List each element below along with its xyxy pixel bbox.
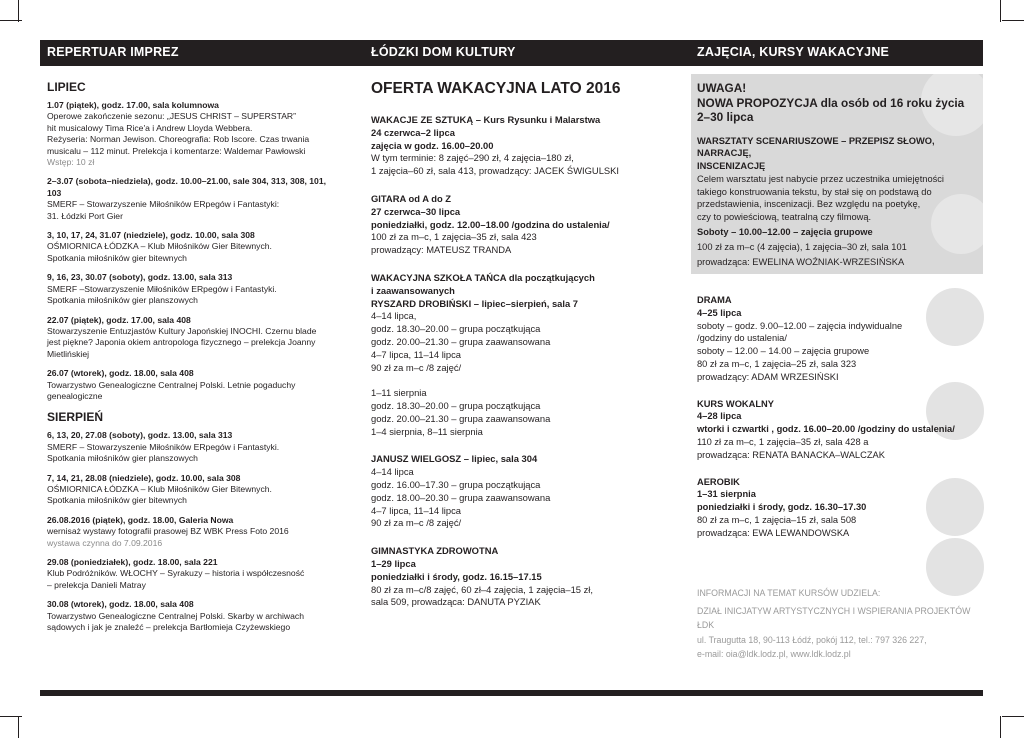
contact-line: INFORMACJI NA TEMAT KURSÓW UDZIELA: <box>697 588 881 598</box>
course-detail: godz. 18.00–20.30 – grupa zaawansowana <box>371 491 551 503</box>
warsztaty-desc: przedstawienia, inscenizacji. Bez względu na poetykę, <box>697 199 921 210</box>
event-desc: Spotkania miłośników gier planszowych <box>47 453 198 464</box>
course-block <box>371 272 671 438</box>
course-detail: 1–11 sierpnia <box>371 387 427 399</box>
event-desc: Towarzystwo Genealogiczne Centralnej Polski. Letnie pogaduchy <box>47 379 296 390</box>
course-detail: 80 zł za m–c, 1 zajęcia–25 zł, sala 323 <box>697 358 857 369</box>
event-desc: Spotkania miłośników gier planszowych <box>47 295 198 306</box>
header-ldk: ŁÓDZKI DOM KULTURY <box>371 45 516 59</box>
course-heading: 4–28 lipca <box>697 411 742 422</box>
contact-line: DZIAŁ INICJATYW ARTYSTYCZNYCH I WSPIERANIA PROJEKTÓW ŁDK <box>697 605 971 630</box>
month-lipiec: LIPIEC <box>47 80 86 94</box>
course-heading: poniedziałki i środy, godz. 16.30–17.30 <box>697 502 867 513</box>
course-detail: godz. 16.00–17.30 – grupa początkująca <box>371 478 541 490</box>
course-heading: 4–25 lipca <box>697 307 742 318</box>
course-detail: sala 509, prowadząca: DANUTA PYZIAK <box>371 596 541 608</box>
uwaga-line: UWAGA! <box>697 81 747 95</box>
footer-bar <box>40 690 983 696</box>
header-zajecia: ZAJĘCIA, KURSY WAKACYJNE <box>697 45 890 59</box>
event-desc: jest piękne? Japonia okiem antropologa fizycznego – prelekcja Joanny <box>47 337 316 348</box>
course-block <box>371 114 671 178</box>
event-desc: Klub Podróżników. WŁOCHY – Syrakuzy – historia i współczesność <box>47 568 305 579</box>
oferta-title: OFERTA WAKACYJNA LATO 2016 <box>371 80 621 97</box>
event-desc: Spotkania miłośników gier bitewnych <box>47 495 187 506</box>
event-title: 2–3.07 (sobota–niedziela), godz. 10.00–21.00, sale 304, 313, 308, 101, 103 <box>47 176 326 198</box>
course-detail: 80 zł za m–c/8 zajęć, 60 zł–4 zajęcia, 1 zajęcia–15 zł, <box>371 583 593 595</box>
event-title: 6, 13, 20, 27.08 (soboty), godz. 13.00, sala 313 <box>47 430 233 441</box>
event-desc: musicalu – 112 minut. Prelekcja i komentarze: Waldemar Pawłowski <box>47 145 306 156</box>
event-item <box>47 599 337 633</box>
event-note: wystawa czynna do 7.09.2016 <box>47 537 163 548</box>
event-desc: 31. Łódzki Port Gier <box>47 210 123 221</box>
course-heading: wtorki i czwartki , godz. 16.00–20.00 /godziny do ustalenia/ <box>697 424 955 435</box>
crop-mark <box>1002 716 1024 717</box>
course-detail: prowadząca: EWA LEWANDOWSKA <box>697 527 850 538</box>
crop-mark <box>18 716 19 738</box>
event-title: 22.07 (piątek), godz. 17.00, sala 408 <box>47 314 191 325</box>
event-desc: genealogiczne <box>47 390 103 401</box>
repertuar-column <box>47 80 337 641</box>
course-detail: godz. 20.00–21.30 – grupa zaawansowana <box>371 335 551 347</box>
oferta-column <box>371 80 671 624</box>
uwaga-heading <box>697 81 980 125</box>
course-heading: WAKACJE ZE SZTUKĄ – Kurs Rysunku i Malarstwa <box>371 114 601 125</box>
course-block <box>371 193 671 257</box>
course-heading: KURS WOKALNY <box>697 398 774 409</box>
event-item <box>47 230 337 264</box>
event-item <box>47 272 337 306</box>
course-block <box>697 476 980 540</box>
lipiec-events <box>47 100 337 402</box>
course-heading: DRAMA <box>697 295 732 305</box>
warsztaty-desc: czy to powieściową, teatralną czy filmową. <box>697 212 872 223</box>
course-detail: 1–4 sierpnia, 8–11 sierpnia <box>371 425 483 437</box>
event-item <box>47 473 337 507</box>
event-item <box>47 176 337 222</box>
course-detail: 4–7 lipca, 11–14 lipca <box>371 504 461 516</box>
event-item <box>47 557 337 591</box>
course-detail: 100 zł za m–c, 1 zajęcia–35 zł, sala 423 <box>371 231 537 243</box>
crop-mark <box>1000 716 1001 738</box>
course-detail: 90 zł za m–c /8 zajęć/ <box>371 361 462 373</box>
crop-mark <box>0 20 22 21</box>
event-item <box>47 515 337 549</box>
event-title: 29.08 (poniedziałek), godz. 18.00, sala 221 <box>47 557 218 567</box>
crop-mark <box>1000 0 1001 22</box>
contact-line: ul. Traugutta 18, 90-113 Łódź, pokój 112, tel.: 797 326 227, <box>697 634 927 645</box>
event-desc: Stowarzyszenie Entuzjastów Kultury Japońskiej INOCHI. Czernu blade <box>47 325 317 336</box>
warsztaty-price: 100 zł za m–c (4 zajęcia), 1 zajęcia–30 zł, sala 101 <box>697 241 907 252</box>
event-desc: sądowych i jak je znaleźć – prelekcja Bartłomieja Czyżewskiego <box>47 622 291 633</box>
event-desc: hit musicalowy Tima Rice'a i Andrew Lloyda Webbera. <box>47 122 253 133</box>
event-title: 7, 14, 21, 28.08 (niedziele), godz. 10.00, sala 308 <box>47 472 241 483</box>
course-heading: poniedziałki, godz. 12.00–18.00 /godzina do ustalenia/ <box>371 218 610 230</box>
course-detail: godz. 18.30–20.00 – grupa początkująca <box>371 323 541 335</box>
course-heading: WAKACYJNA SZKOŁA TAŃCA dla początkujących <box>371 271 595 283</box>
course-block <box>697 294 980 384</box>
month-sierpien: SIERPIEŃ <box>47 410 104 425</box>
course-block <box>697 398 980 462</box>
course-detail: soboty – godz. 9.00–12.00 – zajęcia indywidualne <box>697 320 903 331</box>
course-detail: soboty – 12.00 – 14.00 – zajęcia grupowe <box>697 346 870 357</box>
event-desc: SMERF – Stowarzyszenie Miłośników ERpegów i Fantastyki: <box>47 199 280 210</box>
course-detail <box>371 374 671 387</box>
event-title: 1.07 (piątek), godz. 17.00, sala kolumnowa <box>47 100 219 110</box>
header-repertuar: REPERTUAR IMPREZ <box>47 45 179 59</box>
event-desc: SMERF –Stowarzyszenie Miłośników ERpegów i Fantastyki. <box>47 283 277 294</box>
course-heading: 1–29 lipca <box>371 557 416 569</box>
course-detail: 90 zł za m–c /8 zajęć/ <box>371 517 462 529</box>
course-detail: 4–7 lipca, 11–14 lipca <box>371 348 461 360</box>
course-heading: AEROBIK <box>697 476 740 487</box>
warsztaty-title: INSCENIZACJĘ <box>697 161 766 172</box>
course-heading: poniedziałki i środy, godz. 16.15–17.15 <box>371 570 542 582</box>
contact-line: e-mail: oia@ldk.lodz.pl, www.ldk.lodz.pl <box>697 649 851 659</box>
course-heading: 27 czerwca–30 lipca <box>371 205 461 217</box>
course-heading: i zaawansowanych <box>371 284 455 296</box>
event-desc: Reżyseria: Norman Jewison. Choreografia: Rob Iscore. Czas trwania <box>47 134 310 145</box>
event-desc: SMERF – Stowarzyszenie Miłośników ERpegów i Fantastyki. <box>47 441 280 452</box>
warsztaty-desc: takiego konstruowania tekstu, by stał się on podstawą do <box>697 186 932 197</box>
course-heading: RYSZARD DROBIŃSKI – lipiec–sierpień, sala 7 <box>371 297 579 309</box>
course-detail: 4–14 lipca <box>371 466 414 478</box>
event-note: Wstęp: 10 zł <box>47 157 95 168</box>
course-detail: /godziny do ustalenia/ <box>697 333 787 344</box>
course-heading: 24 czerwca–2 lipca <box>371 126 455 138</box>
course-block <box>371 545 671 609</box>
course-detail: 110 zł za m–c, 1 zajęcia–35 zł, sala 428 a <box>697 436 869 447</box>
event-desc: OŚMIORNICA ŁÓDZKA – Klub Miłośników Gier Bitewnych. <box>47 241 272 252</box>
event-desc: wernisaż wystawy fotografii prasowej BZ WBK Press Foto 2016 <box>47 526 289 537</box>
event-desc: OŚMIORNICA ŁÓDZKA – Klub Miłośników Gier Bitewnych. <box>47 483 272 494</box>
uwaga-line: 2–30 lipca <box>697 110 754 124</box>
crop-mark <box>1002 20 1024 21</box>
course-block <box>371 453 671 530</box>
event-desc: – prelekcja Danieli Matray <box>47 579 146 590</box>
oferta-blocks <box>371 114 671 609</box>
event-item <box>47 368 337 402</box>
course-heading: GIMNASTYKA ZDROWOTNA <box>371 545 499 557</box>
event-title: 3, 10, 17, 24, 31.07 (niedziele), godz. 10.00, sala 308 <box>47 230 255 241</box>
course-detail: prowadzący: MATEUSZ TRANDA <box>371 244 512 256</box>
contact-info <box>697 586 980 662</box>
warsztaty-time: Soboty – 10.00–12.00 – zajęcia grupowe <box>697 227 873 238</box>
zajecia-blocks <box>697 294 980 540</box>
course-detail: prowadzący: ADAM WRZESIŃSKI <box>697 371 839 382</box>
course-detail: W tym terminie: 8 zajęć–290 zł, 4 zajęcia–180 zł, <box>371 152 574 164</box>
crop-mark <box>0 716 22 717</box>
warsztaty-lead: prowadząca: EWELINA WOŹNIAK-WRZESIŃSKA <box>697 256 905 267</box>
zajecia-column <box>697 294 980 554</box>
crop-mark <box>18 0 19 22</box>
event-item <box>47 100 337 168</box>
event-title: 9, 16, 23, 30.07 (soboty), godz. 13.00, sala 313 <box>47 272 233 283</box>
event-desc: Towarzystwo Genealogiczne Centralnej Polski. Skarby w archiwach <box>47 610 304 621</box>
sierpien-events <box>47 430 337 633</box>
course-heading: 1–31 sierpnia <box>697 489 756 500</box>
course-detail: godz. 20.00–21.30 – grupa zaawansowana <box>371 412 551 424</box>
course-heading: JANUSZ WIELGOSZ – lipiec, sala 304 <box>371 453 538 465</box>
course-detail: 4–14 lipca, <box>371 310 417 322</box>
warsztaty-desc: Celem warsztatu jest nabycie przez uczestnika umiejętności <box>697 173 944 184</box>
course-detail: prowadząca: RENATA BANACKA–WALCZAK <box>697 449 885 460</box>
event-desc: Operowe zakończenie sezonu: „JESUS CHRIST – SUPERSTAR” <box>47 111 296 122</box>
event-title: 30.08 (wtorek), godz. 18.00, sala 408 <box>47 599 194 610</box>
course-detail: 80 zł za m–c, 1 zajęcia–15 zł, sala 508 <box>697 514 857 525</box>
event-desc: Mietlińskiej <box>47 348 90 359</box>
course-heading: zajęcia w godz. 16.00–20.00 <box>371 139 494 151</box>
course-detail: 1 zajęcia–60 zł, sala 413, prowadzący: JACEK ŚWIGULSKI <box>371 165 620 177</box>
uwaga-line: NOWA PROPOZYCJA dla osób od 16 roku życia <box>697 95 965 110</box>
event-title: 26.08.2016 (piątek), godz. 18.00, Galeria Nowa <box>47 514 234 525</box>
event-item <box>47 315 337 361</box>
warsztaty-title: WARSZTATY SCENARIUSZOWE – PRZEPISZ SŁOWO, NARRACJĘ, <box>697 135 935 159</box>
uwaga-section <box>697 81 980 268</box>
event-title: 26.07 (wtorek), godz. 18.00, sala 408 <box>47 368 194 379</box>
event-item <box>47 430 337 464</box>
course-detail: godz. 18.30–20.00 – grupa początkująca <box>371 399 541 411</box>
course-heading: GITARA od A do Z <box>371 192 452 204</box>
event-desc: Spotkania miłośników gier bitewnych <box>47 252 187 263</box>
